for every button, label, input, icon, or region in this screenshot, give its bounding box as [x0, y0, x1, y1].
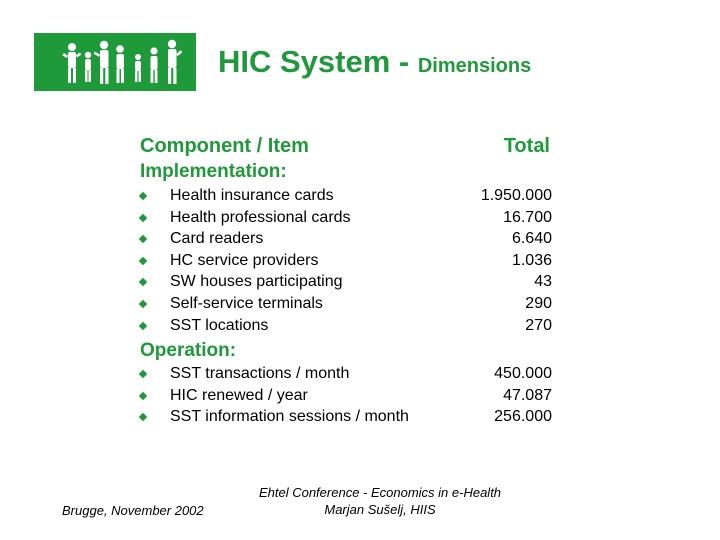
item-label: Card readers — [170, 230, 264, 248]
diamond-bullet-icon — [139, 257, 147, 265]
list-item — [140, 293, 552, 315]
list-item — [140, 363, 552, 385]
item-label: SST locations — [170, 316, 269, 334]
diamond-bullet-icon — [139, 321, 147, 329]
list-item — [140, 228, 552, 250]
item-label: HIC renewed / year — [170, 386, 308, 404]
item-value: 270 — [525, 316, 552, 334]
operation-list — [140, 363, 552, 428]
diamond-bullet-icon — [139, 213, 147, 221]
footer-conference — [230, 484, 530, 518]
footer-date: Brugge, November 2002 — [62, 503, 204, 518]
people-icon — [34, 33, 196, 91]
list-item — [140, 406, 552, 428]
list-item — [140, 315, 552, 337]
item-label: HC service providers — [170, 251, 319, 269]
footer-author: Marjan Sušelj, HIIS — [324, 502, 436, 517]
item-value: 16.700 — [503, 208, 552, 226]
diamond-bullet-icon — [139, 235, 147, 243]
diamond-bullet-icon — [139, 413, 147, 421]
list-item — [140, 250, 552, 272]
diamond-bullet-icon — [139, 300, 147, 308]
section-title-operation: Operation: — [140, 340, 237, 361]
column-header-total: Total — [503, 135, 550, 157]
people-family-logo — [34, 33, 196, 91]
footer-conference-title: Ehtel Conference - Economics in e-Health — [258, 485, 502, 500]
item-label: Health professional cards — [170, 208, 351, 226]
implementation-list — [140, 185, 552, 336]
section-title-implementation: Implementation: — [140, 161, 287, 182]
item-value: 290 — [525, 294, 552, 312]
diamond-bullet-icon — [139, 391, 147, 399]
item-label: SST transactions / month — [170, 365, 350, 382]
item-value: 1.036 — [511, 251, 552, 269]
list-item — [140, 271, 552, 293]
diamond-bullet-icon — [139, 370, 147, 378]
title-main: HIC System - — [218, 44, 418, 79]
item-value: 1.950.000 — [480, 187, 552, 204]
column-header-component: Component / Item — [140, 135, 309, 157]
item-label: SST information sessions / month — [170, 408, 409, 426]
item-label: Self-service terminals — [170, 294, 323, 312]
title-sub: Dimensions — [417, 55, 532, 77]
diamond-bullet-icon — [139, 192, 147, 200]
item-value: 6.640 — [511, 230, 552, 248]
list-item — [140, 207, 552, 229]
item-label: SW houses participating — [170, 273, 343, 291]
item-value: 47.087 — [503, 386, 552, 404]
item-value: 450.000 — [494, 365, 552, 382]
item-label: Health insurance cards — [170, 187, 334, 204]
item-value: 43 — [534, 273, 552, 291]
page-title — [218, 44, 531, 84]
diamond-bullet-icon — [139, 278, 147, 286]
list-item — [140, 385, 552, 407]
item-value: 256.000 — [494, 408, 552, 426]
list-item — [140, 185, 552, 207]
